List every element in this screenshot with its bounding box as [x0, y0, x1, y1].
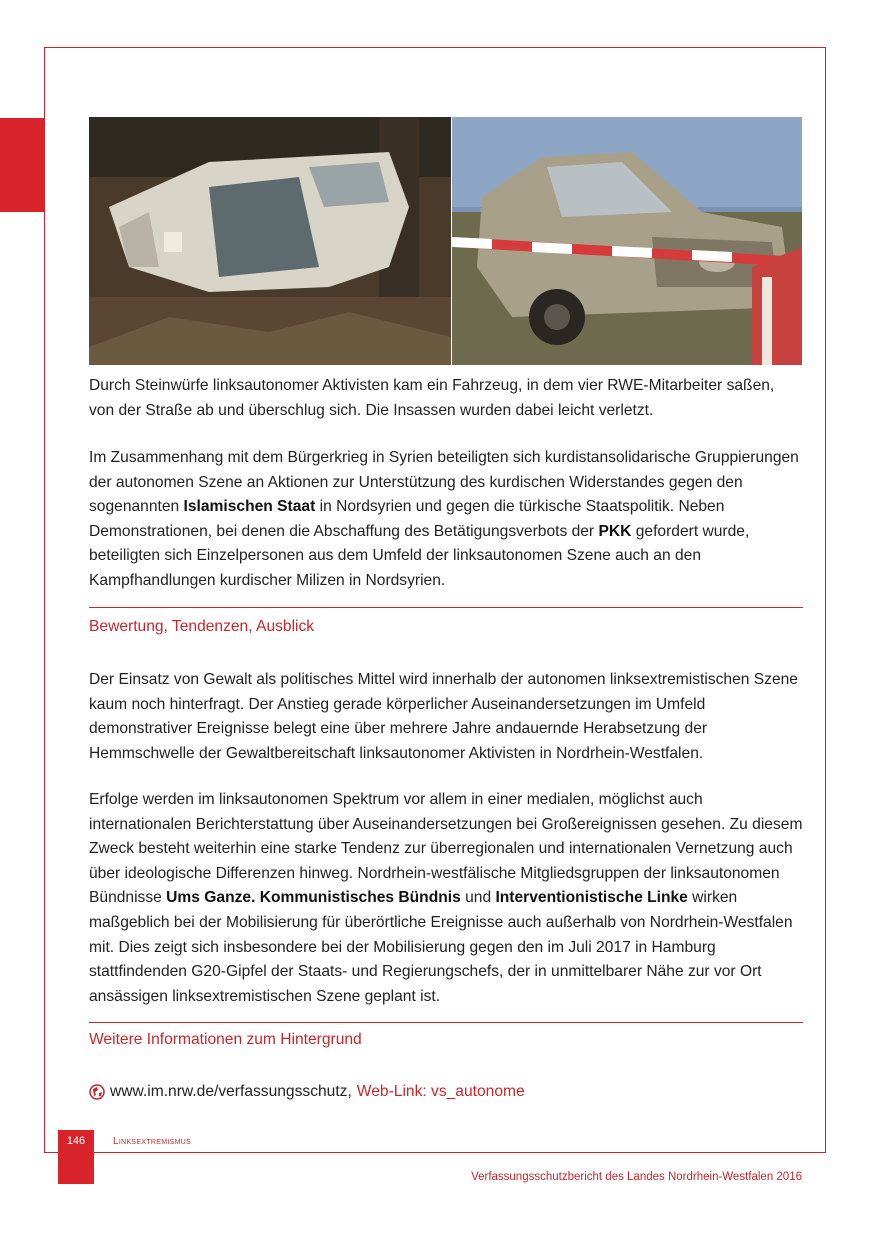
term-islamic-state: Islamischen Staat [183, 498, 316, 516]
paragraph-networks: Erfolge werden im linksautonomen Spektrum vor allem in einer medialen, möglichst auch internationalen Berichterstattung über Auseinandersetzungen bei Großereignissen gesehen. Zu diesem Zweck besteht weiterhin eine starke Tendenz zur überregionalen und internationalen Vernetzung auch über ideologische Differenzen hinweg. Nordrhein-westfälische Mitgliedsgruppen der linksautonomen Bündnisse Ums Ganze. Kommunistisches Bündnis und Interventionistische Linke wirken maßgeblich bei der Mobilisierung für überörtliche Ereignisse auch außerhalb von Nordrhein-Westfalen mit. Dies zeigt sich insbesondere bei der Mobilisierung gegen den im Juli 2017 in Hamburg stattfindenden G20-Gipfel der Staats- und Regierungschefs, der in unmittelbarer Nähe zur vor Ort ansässigen linksextremistischen Szene geplant ist. [89, 791, 803, 1005]
photo-damaged-truck [452, 117, 802, 365]
reference-link-line [89, 1083, 525, 1101]
term-pkk: PKK [598, 522, 632, 540]
section-heading-further-info: Weitere Informationen zum Hintergrund [89, 1031, 362, 1048]
website-url[interactable]: www.im.nrw.de/verfassungsschutz, [110, 1083, 352, 1100]
term-ums-ganze: Ums Ganze. Kommunistisches Bündnis [166, 889, 461, 907]
running-section-title: Linksextremismus [113, 1136, 192, 1147]
web-link[interactable]: Web-Link: vs_autonome [356, 1083, 525, 1100]
report-title-footer: Verfassungsschutzbericht des Landes Nordrhein-Westfalen 2016 [471, 1171, 802, 1183]
globe-icon [89, 1084, 105, 1100]
term-interventionistische-linke: Interventionistische Linke [495, 889, 688, 907]
chapter-tab [0, 118, 44, 212]
page-number: 146 [66, 1135, 86, 1147]
paragraph-syria: Im Zusammenhang mit dem Bürgerkrieg in Syrien beteiligten sich kurdistansolidarische Gruppierungen der autonomen Szene an Aktionen zur Unterstützung des kurdischen Widerstandes gegen den sogenannten Islamischen Staat in Nordsyrien und gegen die türkische Staatspolitik. Neben Demonstrationen, bei denen die Abschaffung des Betätigungsverbots der PKK gefordert wurde, beteiligten sich Einzelpersonen aus dem Umfeld der linksautonomen Szene auch an den Kampfhandlungen kurdischer Milizen in Nordsyrien. [89, 449, 799, 589]
photo-overturned-car [89, 117, 451, 365]
section-divider [89, 1022, 803, 1023]
section-heading-assessment: Bewertung, Tendenzen, Ausblick [89, 618, 315, 635]
photo-caption: Durch Steinwürfe linksautonomer Aktivisten kam ein Fahrzeug, in dem vier RWE-Mitarbeiter saßen, von der Straße ab und überschlug sich. Die Insassen wurden dabei leicht verletzt. [89, 377, 775, 419]
paragraph-violence: Der Einsatz von Gewalt als politisches Mittel wird innerhalb der autonomen linksextremistischen Szene kaum noch hinterfragt. Der Anstieg gerade körperlicher Auseinandersetzungen im Umfeld demonstrativer Ereignisse belegt eine über mehrere Jahre andauernde Herabsetzung der Hemmschwelle der Gewaltbereitschaft linksautonomer Aktivisten in Nordrhein-Westfalen. [89, 671, 798, 762]
section-divider [89, 607, 803, 608]
